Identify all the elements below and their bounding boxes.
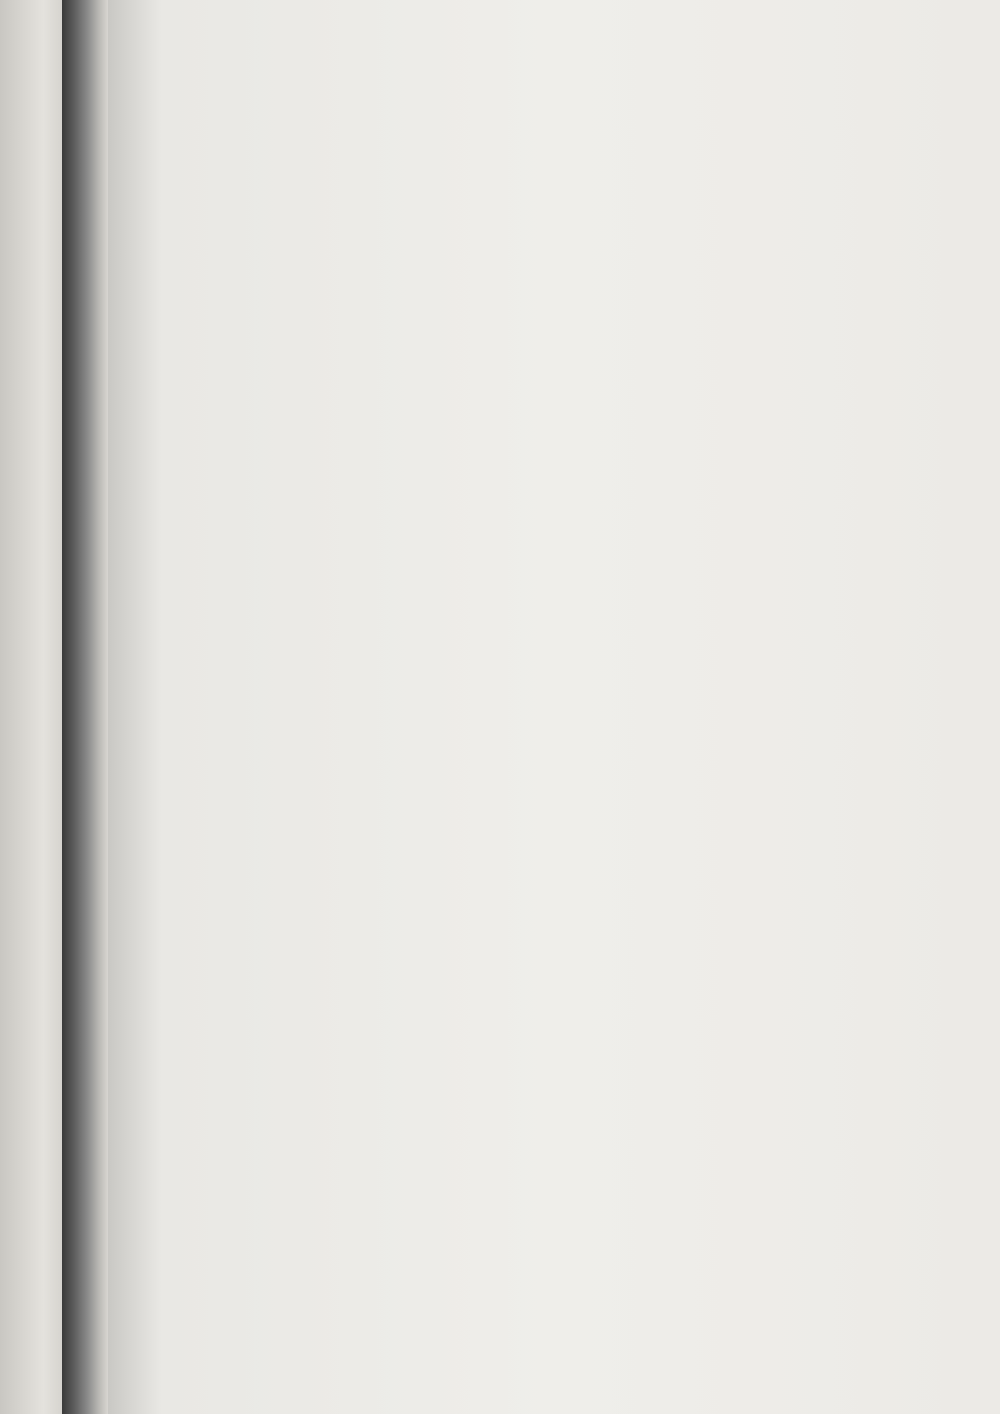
page-header xyxy=(108,30,1000,54)
document-page xyxy=(108,0,1000,1414)
facing-page-fragment xyxy=(0,0,62,1414)
book-spine-shadow xyxy=(62,0,108,1414)
